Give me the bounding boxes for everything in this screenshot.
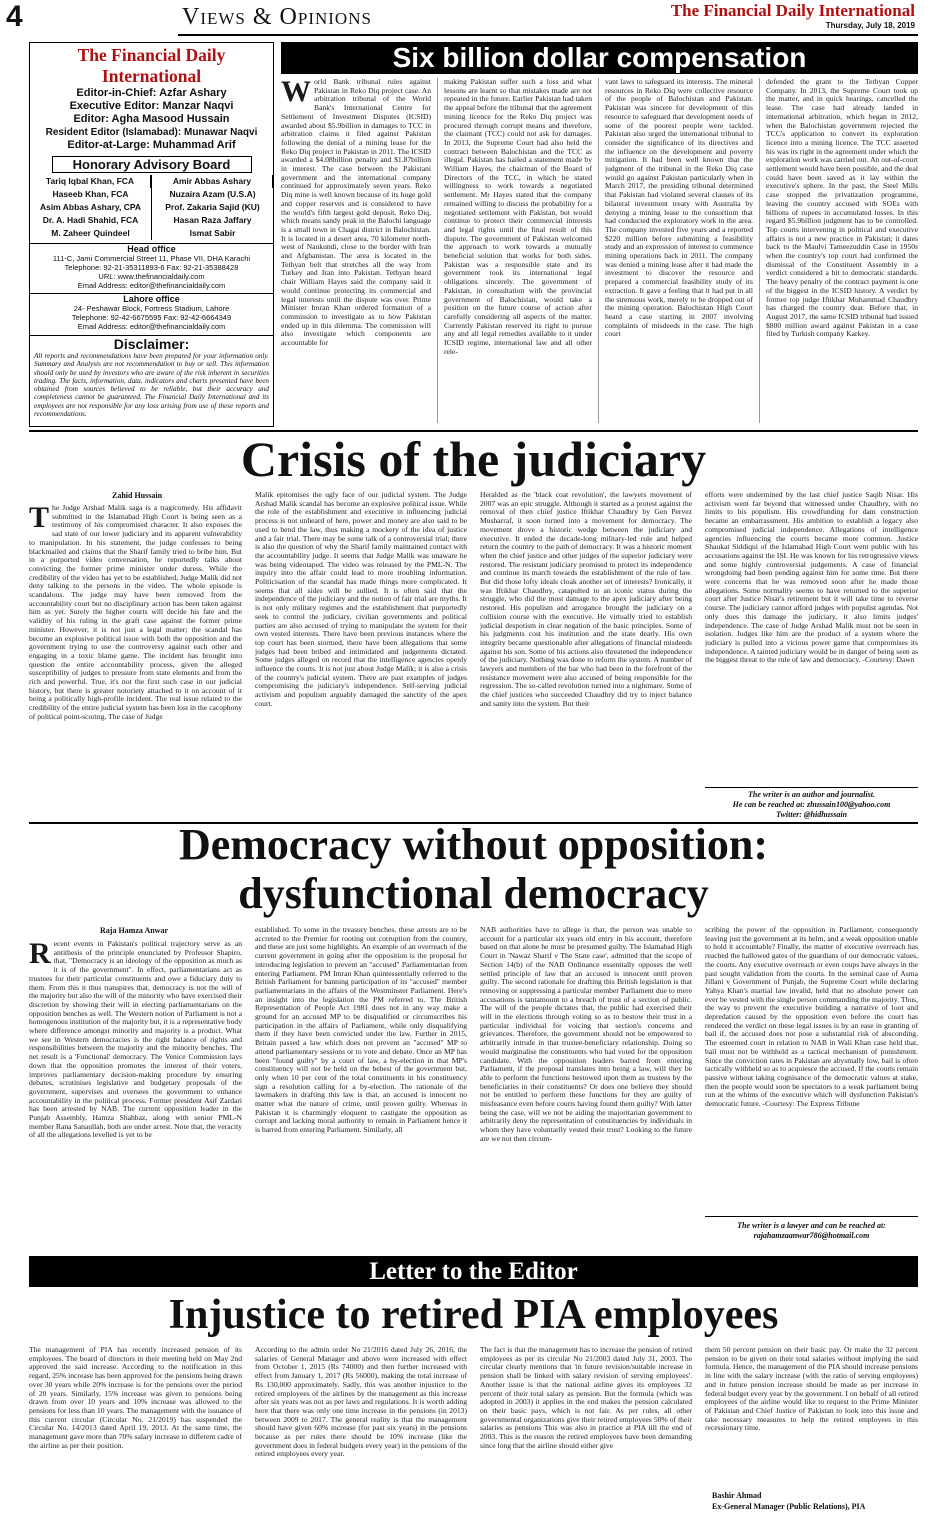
- disclaimer-text: All reports and recommendations have been prepared for your information only. Summary and Analysis are not recommendation to buy or sell. This information should only be used by investors who are aware of the risk inherent in securities trading. The facts, information, data, indicators and charts presented have been obtained from sources believed to be reliable, but their accuracy and completeness cannot be guaranteed. The Financial Daily International and its employees are not responsible for any loss arising from use of these reports and recommendations.: [34, 352, 269, 419]
- article2-headline-line2: dysfunctional democracy: [238, 869, 709, 918]
- page-number: 4: [6, 0, 23, 33]
- signature-name: Bashir Ahmad: [712, 1491, 762, 1500]
- staff-line: Editor: Agha Masood Hussain: [73, 113, 230, 125]
- office-line: 111-C, Jami Commercial Street 11, Phase VII, DHA Karachi: [52, 254, 251, 263]
- article2-headline-line1: Democracy without opposition:: [178, 820, 769, 869]
- masthead-title: The Financial Daily International: [77, 45, 226, 86]
- article2-column-2: established. To some in the treasury benches, these arrests are to be accreted to the Premier for rooting out corruption from the country, and these are just some highlights. An example of an overreach of the current government in going after the opposition is the proposal for introducing legislation to prevent an "accused" Parliamentarian from entering Parliament. PM Imran Khan quintessentially referred to the British Parliament for banning participation of its "accused" member parliamentarians in the affairs of the Westminster Parliament. Here's an insight into the legislation the PM referred to. The British Representation of People Act 1981 does not in any way make a ground for an accused MP to be disqualified or circumscribes his participation in the affairs of Parliament, while only disqualifying them if they have been convicted under the law. Further in 2015, Britain passed a law which does not prevent an "accused" MP to attend parliamentary sessions or to vote and debate. Once an MP has been "found guilty" by a court of law, a by-election in that MP's constituency will not be held on the behest of the government but, only when 10 per cent of the total constituents in his constituency sign a resolution calling for a by-election. The rationale of the lawmakers in drafting this law is that, an accused is innocent no matter what the nature of crime, until proven guilty. Whereas in Pakistan it is charmingly eloquent to castigate the opposition as corrupt and lacking moral authority to remain in Parliament hence it is barred from entering Parliament. Similarly, all: [255, 926, 467, 1135]
- head-office-address: [30, 254, 273, 290]
- letter-signature: [712, 1490, 865, 1512]
- editorial-headline: Six billion dollar compensation: [281, 42, 918, 74]
- advisory-board: [30, 175, 273, 240]
- article2-byline: Raja Hamza Anwar: [100, 926, 168, 935]
- lahore-office-address: [30, 304, 273, 331]
- writer-line: rajahamzaanwar786@hotmail.com: [753, 1231, 870, 1240]
- article1-writer-note: [705, 790, 918, 820]
- board-right: [152, 175, 273, 240]
- article1-column-1: [29, 504, 242, 819]
- lahore-office-title: Lahore office: [30, 293, 273, 304]
- office-line: URL: www.thefinancialdaily.com: [98, 272, 205, 281]
- board-member: Dr. A. Hadi Shahid, FCA: [42, 215, 139, 225]
- letter-column-4: them 50 percent pension on their basic pay. Or make the 32 percent pension to be given on their total salaries without implying the said formula. Hence, the management of the PIA should increase pensions in line with the salary increase (with the ratio of serving employees) and in future pension increase should be made as per increase in federal budget every year by the government. I on behalf of all retired employees of the airline would like to request to the Prime Minister of Pakistan and Chief Justice of Pakistan to look into this issue and take necessary measures to help the retired employees in this recessionary time.: [705, 1346, 918, 1433]
- disclaimer-title: Disclaimer:: [30, 335, 273, 352]
- office-line: Email Address: editor@thefinancialdaily.com: [77, 281, 226, 290]
- letter-headline: Injustice to retired PIA employees: [168, 1292, 779, 1338]
- article2-column-1-text: ecent events in Pakistan's political trajectory serve as an antithesis of the principle enunciated by Professor Shapiro, that, "Democracy is an ideology of the opposition as much as it is of the government". In effect, parliamentarians act as trustees for their particular constituents and owe a fiduciary duty to them. From this it thus transpires that, democracy is not the will of the majority but also the will of the minority who have exercised their discretion by showing their will in electing parliamentarians on the opposition benches as well. The Western notion of Parliament is not a homogenous institution of the majority but, it is a representative body where difference amongst minority and majority is a product. What we see in Western democracies is the right balance of rights and responsibilities between the majority and the minority benches. The net result is a 'Functional' democracy. The Venice Commission lays down that the opposition promotes the interest of their voters, improves parliamentary decision-making procedure by ensuring debates, scrutinises legislative and budgetary proposals of the government, supervises and oversees the government to enhance accountability in the political process. Former president Asif Zardari has been arrested by NAB. The current opposition leader in the Punjab Assembly, Hamza Shahbaz, along with senior PML-N member Rana Sanaullah, both are under arrest. Note that, the veracity of all the allegations levelled is yet to be: [29, 940, 242, 1140]
- article1-headline: Crisis of the judiciary: [240, 431, 707, 487]
- staff-line: Editor-at-Large: Muhammad Arif: [67, 139, 236, 151]
- staff-line: Executive Editor: Manzar Naqvi: [69, 100, 234, 112]
- advisory-board-title: Honorary Advisory Board: [52, 156, 252, 173]
- writer-line: Twitter: @hidhussain: [775, 810, 848, 819]
- masthead-box: [29, 42, 274, 427]
- article1-column-3: Heralded as the 'black coat revolution', the lawyers movement of 2007 was an epic struggle. Although it started as a protest against the removal of then chief justice Iftikhar Chaudhry by Gen Pervez Musharraf, it soon turned into a movement for democracy. The movement drove a historic wedge between the judiciary and executive. It ended the decade-long military-led rule and helped return the country to the path of democracy. It was a historic moment when the chief justice and other judges of the superior judiciary were restored. The resistant judiciary promised to protect its independence and continue its march towards the establishment of the rule of law. But did those lofty ideals cloak another set of interests? Ironically, it was Iftikhar Chaudhry, catapulted to an iconic status during the struggle, who did the most damage to the apex judiciary after being restored. His populism and arrogance brought the judiciary on a collision course with the executive. He virtually tried to establish judicial despotism in clear negation of the basic principles. Some of his judgments cost his institution and the state dearly. His own integrity became questionable after allegations of financial misdeeds against his son. Some of his actions also threatened the independence of the judiciary. Nothing was done to reform the system. A number of lawyers and members of the bar who had been in the forefront of the resistance movement were also accused of being responsible for the regression. The so-called revolution turned into a nightmare. Some of the chief justices who succeeded Chaudhry did try to inject balance and sanity into the system. But their: [480, 491, 692, 708]
- writer-note-rule: [705, 1216, 918, 1217]
- section-title: Views & Opinions: [182, 4, 372, 30]
- article1-column-4: efforts were undermined by the last chief justice Saqib Nisar. His activism went far beyond that witnessed under Chaudhry, with no limits to his populism. His crowdfunding for dam construction became an embarrassment. His ambition to establish a legacy also compromised judicial independence. Allegations of intelligence agencies influencing the courts became more common. Justice Shaukat Siddiqui of the Islamabad High Court went public with his accusations against the ISI. He was known for his retrogressive views and some highly controversial judgements. A case of financial wrongdoing had been pending against him for some time. But there were concerns that he was removed soon after he made those allegations. Some normality seems to have returned to the superior court after Justice Nisar's retirement but it will take time to reverse course. The judiciary cannot afford judges with populist agendas. Not only does this damage the judiciary, it also limits judges' independence. The case of Judge Arshad Malik must not be seen in isolation. Judges like him are the product of a system where the judiciary is pulled into a vicious power game that compromises its independence. A tainted judiciary would be in danger of being seen as the biggest threat to the rule of law and democracy. -Courtesy: Dawn: [705, 491, 918, 665]
- editorial-column-2: making Pakistan suffer such a loss and what lessons are learnt so that mistakes made are not repeated in the future. Earlier Pakistan had taken the appeal before the tribunal that the agreement mining licence for the Reko Diq project was procured through corrupt means and therefore, the claimant (TCC) could not ask for damages. In 2013, the Supreme Court had also held the contract between Balochistan and the TCC as illegal. Pakistan has hailed a statement made by William Hayes, the chairman of the Board of Directors of the TCC, in which he stated willingness to work towards a negotiated settlement. Mr Hayes stated that the company remained willing to discuss the probability for a negotiated settlement with Pakistan, but would continue to protect their commercial interests and legal rights until the final result of this dispute. The government of Pakistan welcomed the approach to work towards a mutually beneficial solution that works for both sides. Pakistan was a responsible state and its government took its international legal obligations sincerely. The government of Pakistan, in consultation with the provincial government of Balochistan, would take a position on the future course of action after carefully considering all aspects of the matter. Currently Pakistan reserved its right to pursue any and all legal remedies available to it under ICSID regime, international law and all other rele-: [444, 78, 592, 356]
- letter-column-3: The fact is that the management has to increase the pension of retired employees as per its circular No 21/2003 dated July 31, 2003. The circular clearly mentions that 'in future revision/suitable increase in pension shall be linked with salary revision of serving employees'. Another issue is that the national airline gives its employees 32 percent of their total salary as pension. But the formula (which was adopted in 2003) it applies in the end makes the pension calculated on their basic pays, which is not fair. As per rules, all other governmental organizations give their retired employees 50% of their salaries as pensions This was also in practice at PIA till the end of 2003. This is the reason the retired employees have been demanding since long that the airline should either give: [480, 1346, 692, 1450]
- article1-column-2: Malik epitomises the ugly face of our judicial system. The Judge Arshad Malik scandal has become an explosive political issue. While the role of the establishment and executive in influencing judicial process is not unheard of here, power and money are also said to be used to bend the law, thus making a mockery of the idea of justice and a fair trial. There may be some talk of a controversial trial; there is also the question of why the Sharif family maintained contact with the accountability judge. It seems that Judge Malik was unaware he was being videotaped. The video was released by the PML-N. The inquiry into the affair could lead to more troubling information. Politicisation of the scandal has made things more complicated. It seems that all sides will be sullied. It is often said that the independence of the judiciary and the notion of fair trial are myths. It is not only military regimes and the establishment that purportedly seek to control the judiciary, civilian governments and political parties are also accused of trying to manipulate the system for their own vested interests. There have been previous instances where the top court has been stormed, there have been allegations that some judges had been bribed and intimidated and judgements dictated. Some judges alleged on record that the intelligence agencies openly influence the courts. It is not just about Judge Malik; it is also a crisis of the country's judicial system. There are past examples of judges compromising the judiciary's independence. Self-serving judicial activism and populism arguably damaged the sanctity of the apex court.: [255, 491, 467, 708]
- drop-cap: T: [29, 504, 50, 534]
- board-member: Ismat Sabir: [189, 228, 236, 238]
- board-member: M. Zaheer Quindeel: [51, 228, 130, 238]
- drop-cap: R: [29, 940, 51, 970]
- staff-line: Resident Editor (Islamabad): Munawar Naqvi: [45, 127, 258, 138]
- office-line: Telephone: 92-21-35311893-6 Fax: 92-21-35388428: [64, 263, 239, 272]
- staff-list: [30, 87, 273, 152]
- board-member: Prof. Zakaria Sajid (KU): [165, 202, 260, 212]
- board-member: Hasan Raza Jaffary: [173, 215, 252, 225]
- drop-cap: W: [281, 78, 311, 108]
- column-divider: [759, 78, 760, 423]
- article1-column-1-text: he Judge Arshad Malik saga is a tragicomedy. His affidavit submitted in the Islamabad High Court is being seen as a testimony of his compromised character. It also exposes the sad state of our lower judiciary and its apparent vulnerability to manipulation. In his statement, the judge confesses to being blackmailed and claims that the Sharif family tried to bribe him. But in a purported video conversation, he reportedly talks about convicting the former prime minister under duress. While the credibility of the video has yet to be established, Judge Malik did not deny talking to the persons in the video. The whole episode is scandalous. The judge may have been removed from the accountability court but no disciplinary action has been taken against him as yet. Surely the higher courts will decide his fate and the validity of his ruling in the graft case against the former prime minister. However, it is not just a legal matter; the scandal has become an explosive political issue with both the opposition and the government trying to use the controversy against each other and engaging in a toxic blame game. The incident has brought into question the entire accountability process, given the alleged susceptibility of judges to pressure from state elements and from the rich and powerful. True, it's not the first such case in our judicial history, but there is greater notoriety attached to it on account of it being a politically high-profile incident. The real issue related to the credibility of the entire judicial system has been lost in the cacophony of political point-scoring. The case of Judge: [29, 504, 242, 721]
- writer-line: The writer is an author and journalist.: [748, 790, 875, 799]
- signature-title: Ex-General Manager (Public Relations), PIA: [712, 1502, 866, 1511]
- head-office-title: Head office: [30, 243, 273, 254]
- column-divider: [437, 78, 438, 423]
- letter-column-1: The management of PIA has recently increased pension of its employees. The board of directors in their meeting held on May 2nd approved the said increase. According to the notification in this regard, 25% increase has been approved for the pensions being drawn over 30 years while 20% increase is for the pensions over the period of 20 years. Similarly, 15% increase was given to pensions being drawn from over 10 years and 10% increase was allowed to the pensions for less than 10 years. The management with the issuance of this current circular (Circular No. 21/2019) has suspended the Circular No. 14/2013 dated April 19, 2013. At the same time, the management gave more than 70% salary increase to different cadre of the airline as per their position.: [29, 1346, 242, 1450]
- column-divider: [598, 78, 599, 423]
- office-line: Email Address: editor@thefinancialdaily.com: [77, 322, 226, 331]
- writer-note-rule: [705, 787, 918, 788]
- editorial-column-1-text: orld Bank tribunal rules against Pakistan in Reko Diq project case. An arbitration tribunal of the World Bank's International Centre for Settlement of Investment Disputes (ICSID) awarded about $5.9billion in damages to TCC in arbitration claims it filed against Pakistan following the denial of a mining lease for the Reko Diq project in Pakistan in 2011. The ICSID awarded a $4.08billion penalty and $1.87billion in interest. The case between the Pakistani government and the international company continued for approximately seven years. Reko Diq mine is well known because of its huge gold and copper reserves and is considered to have the world's fifth largest gold deposit. Reko Diq, which means sandy peak in the Balochi language is a small town in Chagai district in Balochistan. It is located in a desert area, 70 kilometer north-west of Naukundi, close to the border with Iran and Afghanistan. The area is located in the Tethyan belt that stretches all the way from Turkey and Iran into Pakistan. Tethyan heard chair William Hayes said the company said it would continue protecting its commercial and legal interests until the dispute was over. Prime Minister Imran Khan ordered formation of a commission to investigate as to how Pakistan ended up in this dilemma. The commission will also investigate which components are accountable for: [281, 78, 431, 348]
- article2-column-4: scribing the power of the opposition in Parliament, consequently leaving just the government at its helm, and a weak opposition unable to hold it accountable? Finally, the matter of executive overreach has reached the hallowed gates of the guardians of our democratic values, the courts. Any executive overreach or even coups have always in the past sought validation from the courts. In the seminal case of Asma Jillani v Government of Punjab, the Supreme Court while declaring Yahya Khan's martial law invalid, held that no absolute power can ever be vested with the single person commanding the majority. Thus, the way to prevent the executive building a narrative of loot and depredation caused by the opposition even before the court has rendered the verdict on these legal issues is by an ease in granting of bail if, the accused does not pose a substantial risk of absconding. The esteemed court in relation to NAB in Wali Khan case held that, bail must not be withheld as a tactical mechanism of punishment. Since the conviction rates in Pakistan are abysmally low, bail is often tactically withheld so as to acquiesce the accused. If the courts remain passive without taking cognisance of the democratic values at stake, then the people would soon be spectators to a weak parliament being run at the whims of the executive which will dysfunction Pakistan's democratic future. -Courtesy: The Express Tribune: [705, 926, 918, 1109]
- letter-banner: Letter to the Editor: [29, 1256, 918, 1287]
- writer-line: He can be reached at: zhussain100@yahoo.com: [732, 800, 891, 809]
- board-member: Haseeb Khan, FCA: [52, 189, 129, 199]
- board-member: Nuzaira Azam (U.S.A): [169, 189, 256, 199]
- article1-byline: Zahid Hussain: [112, 491, 163, 500]
- office-line: 24- Peshawar Block, Fortress Stadium, Lahore: [73, 304, 230, 313]
- editorial-column-4: defended the grant to the Tethyan Copper Company. In 2013, the Supreme Court took up the matter, and in quick hearings, cancelled the lease. The case had already landed in international arbitration, which began in 2012, when the Balochistan government rejected the TCC's application to convert its exploration licence into a mining licence. The TCC asserted his was its right in the agreement under which the exploration work was carried out. An out-of-court settlement would have been possible, and the deal could have been saved as it lay within the executive's sphere. In the past, the Steel Mills case stopped the privatization programme, leaving the country accused with SOEs with billions of rupees in accumulated losses. In this regard $5.9billion judgment has to be controlled. Top courts intervening in political and executive affairs is not a new practice in Pakistan; it dates back to the Maulvi Tameezuddin Case in 1950s when the country's top court had confirmed the dismissal of the Constituent Assembly in a verdict considered a hit to democratic standards. The heavy penalty of the contract payment is one of the biggest in the ICSID history. A verdict by former top judge Iftikhar Muhammad Chaudhry has charged the country dear. Before that, in August 2017, the same ICSID tribunal had issued $800 million award against Pakistan in a case filed by Turkish company Karkey.: [766, 78, 918, 339]
- office-line: Telephone: 92-42-6675595 Fax: 92-42-6664349: [71, 313, 232, 322]
- letter-column-2: According to the admin order No 21/2016 dated July 26, 2016, the salaries of General Manager and above were increased with effect from October 1, 2015 (Rs 74000) and then further increased with effect from January 1, 2017 (Rs 56000), making the total increase of Rs 130,000 approximately. Sadly, this was another injustice to the retired employees of the airlines by the management as this increase after six years was not as per laws and regulations. It is worth adding here that there was only one time increase in the pensions (in 2013) between 2009 to 2017. The general reality is that the management should have given 60% increase (for past six years) in the pensions because as per rules there should be 10% increase (like the government does in federal budgets every year) in the pensions of the retired employees every year.: [255, 1346, 467, 1459]
- staff-line: Editor-in-Chief: Azfar Ashary: [76, 87, 227, 99]
- newspaper-brand: The Financial Daily International: [670, 1, 915, 20]
- board-left: [30, 175, 152, 240]
- issue-date: Thursday, July 18, 2019: [825, 21, 915, 30]
- writer-line: The writer is a lawyer and can be reached at:: [737, 1221, 886, 1230]
- board-member: Amir Abbas Ashary: [152, 175, 273, 188]
- article2-column-3: NAB authorities have to allege is that, the person was unable to account for a particular six years old entry in his account, therefore based on that alone he must be presumed guilty. The Islamabad High Court in 'Nawaz Sharif v The State case', admitted that the scope of Section 14(b) of the NAB Ordinance essentially opposes the well settled principle of law that an accused is innocent until proven guilty. The second rationale for drafting this British legislation is that removing or suppressing a particular member Parliament due to mere accusations is tantamount to a breach of trust of a section of public. The will of the people dictates that, the public had exercised their will in the elections through voting so as to bestow their trust in a particular individual for voicing that section's concerns and grievances. Therefore, the government should not be empowered to arbitrarily intrude in that trustee-beneficiary relationship. Doing so would marginalise the constituents who had voted for the opposition candidate. With the opposition leaders barred from entering Parliament, if the proposal translates into being a law, will they be able to perform the functions bestowed upon them as trustees by the beneficiaries in their constituents? Or does one believe they should not be entitled to perform these functions for they are guilty of misfeasance even before courts having found them guilty? With latter being the case, will we not be aiding the majoritarian government to arbitrarily deny the representation of constituencies by individuals in whom they have voluntarily vested their trust? Looking to the future are we not then circum-: [480, 926, 692, 1143]
- editorial-column-1: [281, 78, 431, 423]
- board-member: Asim Abbas Ashary, CPA: [39, 202, 142, 212]
- article2-column-1: [29, 940, 242, 1250]
- header-rule: [178, 34, 918, 36]
- editorial-column-3: vant laws to safeguard its interests. The mineral resources in Reko Diq were collective resource of the people of Balochistan and Pakistan. Pakistan was sincere for development of this resource to safeguard that development needs of some of the poorest people were tackled. Pakistan also urged the international tribunal to consider the significance of its directives and the influence on the development and poverty mitigation. It had been well known that the judgment of the tribunal in the Reko Diq case would go against Pakistan particularly when in March 2017, the presiding tribunal determined that Pakistan had violated several clauses of its bilateral investment treaty with Australia by denying a mining lease to the consortium that had conducted the exploratory work in the area. The company invested five years and a reported $220 million before submitting a feasibility study and an expression of interest to commence mining operations back in 2011. The company was denied a mining lease after it had made the investment to discover the resource and prepared a commercial feasibility study of its extraction. It gave a feeling that it had put in all the strenuous work, merely to be dropped out of the mining operation. Balochistan High Court heard a case starting in 2007 involving complaints of misdeeds in the case. The high court: [605, 78, 753, 339]
- article2-writer-note: [705, 1221, 918, 1241]
- board-member: Tariq Iqbal Khan, FCA: [30, 175, 151, 188]
